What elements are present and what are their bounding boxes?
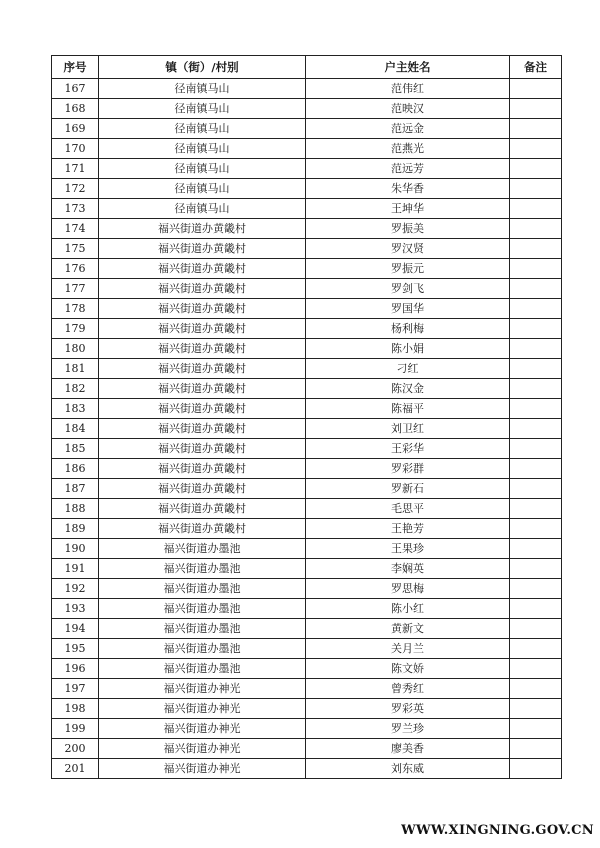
cell-serial-no: 182 [52,379,99,399]
cell-remarks [510,119,562,139]
table-body [52,79,562,779]
cell-town-village: 福兴街道办黄畿村 [99,499,306,519]
cell-householder-name: 范远芳 [306,159,510,179]
cell-householder-name: 罗兰珍 [306,719,510,739]
cell-serial-no: 184 [52,419,99,439]
cell-remarks [510,259,562,279]
cell-householder-name: 李娴英 [306,559,510,579]
table-row [52,259,562,279]
table-row [52,439,562,459]
cell-town-village: 福兴街道办墨池 [99,639,306,659]
cell-serial-no: 198 [52,699,99,719]
cell-householder-name: 毛思平 [306,499,510,519]
cell-serial-no: 186 [52,459,99,479]
cell-householder-name: 罗振美 [306,219,510,239]
cell-householder-name: 王艳芳 [306,519,510,539]
cell-town-village: 福兴街道办黄畿村 [99,259,306,279]
cell-remarks [510,79,562,99]
table-row [52,319,562,339]
table-row [52,79,562,99]
cell-remarks [510,219,562,239]
cell-remarks [510,519,562,539]
cell-town-village: 福兴街道办墨池 [99,539,306,559]
cell-householder-name: 廖美香 [306,739,510,759]
table-row [52,239,562,259]
cell-town-village: 福兴街道办神光 [99,759,306,779]
header-row [52,56,562,79]
cell-town-village: 福兴街道办黄畿村 [99,359,306,379]
cell-town-village: 福兴街道办神光 [99,739,306,759]
cell-serial-no: 201 [52,759,99,779]
cell-remarks [510,499,562,519]
cell-householder-name: 范映汉 [306,99,510,119]
cell-serial-no: 188 [52,499,99,519]
table-row [52,299,562,319]
cell-town-village: 径南镇马山 [99,199,306,219]
cell-town-village: 福兴街道办黄畿村 [99,339,306,359]
cell-householder-name: 黄新文 [306,619,510,639]
cell-town-village: 福兴街道办神光 [99,699,306,719]
table-row [52,359,562,379]
cell-remarks [510,659,562,679]
cell-householder-name: 罗汉贤 [306,239,510,259]
cell-householder-name: 罗思梅 [306,579,510,599]
cell-town-village: 福兴街道办黄畿村 [99,239,306,259]
cell-householder-name: 罗国华 [306,299,510,319]
cell-town-village: 福兴街道办黄畿村 [99,319,306,339]
cell-serial-no: 194 [52,619,99,639]
cell-serial-no: 179 [52,319,99,339]
cell-remarks [510,619,562,639]
cell-remarks [510,159,562,179]
cell-town-village: 径南镇马山 [99,139,306,159]
cell-householder-name: 陈小红 [306,599,510,619]
cell-serial-no: 176 [52,259,99,279]
header-householder-name: 户主姓名 [306,56,510,79]
table-row [52,579,562,599]
household-table [51,55,562,779]
cell-remarks [510,739,562,759]
cell-remarks [510,319,562,339]
table-row [52,499,562,519]
table-row [52,559,562,579]
cell-remarks [510,139,562,159]
cell-serial-no: 172 [52,179,99,199]
table-row [52,99,562,119]
table-row [52,739,562,759]
cell-householder-name: 王果珍 [306,539,510,559]
table-row [52,479,562,499]
cell-serial-no: 173 [52,199,99,219]
table-row [52,199,562,219]
cell-town-village: 福兴街道办黄畿村 [99,299,306,319]
cell-householder-name: 曾秀红 [306,679,510,699]
table-row [52,139,562,159]
cell-householder-name: 关月兰 [306,639,510,659]
cell-remarks [510,279,562,299]
cell-serial-no: 196 [52,659,99,679]
cell-householder-name: 罗新石 [306,479,510,499]
cell-remarks [510,199,562,219]
cell-town-village: 福兴街道办黄畿村 [99,399,306,419]
cell-remarks [510,699,562,719]
cell-householder-name: 陈小娟 [306,339,510,359]
table-row [52,679,562,699]
cell-serial-no: 171 [52,159,99,179]
cell-householder-name: 陈文娇 [306,659,510,679]
table-row [52,719,562,739]
cell-serial-no: 191 [52,559,99,579]
cell-remarks [510,439,562,459]
cell-householder-name: 罗彩群 [306,459,510,479]
cell-householder-name: 罗彩英 [306,699,510,719]
cell-serial-no: 197 [52,679,99,699]
cell-serial-no: 168 [52,99,99,119]
cell-town-village: 福兴街道办黄畿村 [99,459,306,479]
cell-town-village: 福兴街道办墨池 [99,579,306,599]
cell-town-village: 福兴街道办黄畿村 [99,479,306,499]
cell-householder-name: 陈福平 [306,399,510,419]
cell-householder-name: 陈汉金 [306,379,510,399]
table-row [52,179,562,199]
cell-serial-no: 192 [52,579,99,599]
cell-serial-no: 183 [52,399,99,419]
table-row [52,659,562,679]
cell-remarks [510,479,562,499]
cell-serial-no: 195 [52,639,99,659]
cell-town-village: 福兴街道办黄畿村 [99,379,306,399]
cell-town-village: 径南镇马山 [99,159,306,179]
cell-serial-no: 193 [52,599,99,619]
cell-householder-name: 罗振元 [306,259,510,279]
header-serial-no: 序号 [52,56,99,79]
table-row [52,639,562,659]
cell-householder-name: 朱华香 [306,179,510,199]
cell-remarks [510,459,562,479]
table-row [52,119,562,139]
cell-householder-name: 范远金 [306,119,510,139]
cell-householder-name: 范燕光 [306,139,510,159]
cell-householder-name: 罗剑飞 [306,279,510,299]
cell-town-village: 径南镇马山 [99,119,306,139]
cell-town-village: 福兴街道办黄畿村 [99,219,306,239]
header-remarks: 备注 [510,56,562,79]
footer-website-url: WWW.XINGNING.GOV.CN [401,823,594,838]
cell-householder-name: 刁红 [306,359,510,379]
cell-town-village: 福兴街道办墨池 [99,599,306,619]
cell-remarks [510,559,562,579]
cell-town-village: 福兴街道办墨池 [99,559,306,579]
cell-serial-no: 170 [52,139,99,159]
cell-serial-no: 169 [52,119,99,139]
table-row [52,399,562,419]
cell-serial-no: 181 [52,359,99,379]
table-row [52,159,562,179]
table-row [52,519,562,539]
cell-town-village: 福兴街道办黄畿村 [99,279,306,299]
table-row [52,619,562,639]
table-row [52,539,562,559]
cell-town-village: 福兴街道办墨池 [99,659,306,679]
cell-householder-name: 刘东威 [306,759,510,779]
cell-remarks [510,579,562,599]
cell-serial-no: 177 [52,279,99,299]
cell-remarks [510,399,562,419]
cell-serial-no: 178 [52,299,99,319]
cell-remarks [510,759,562,779]
cell-remarks [510,679,562,699]
cell-remarks [510,339,562,359]
cell-remarks [510,419,562,439]
header-town-village: 镇（街）/村别 [99,56,306,79]
cell-town-village: 福兴街道办墨池 [99,619,306,639]
table-row [52,599,562,619]
table-row [52,459,562,479]
cell-remarks [510,239,562,259]
cell-serial-no: 185 [52,439,99,459]
cell-town-village: 径南镇马山 [99,99,306,119]
table-header [52,56,562,79]
cell-remarks [510,359,562,379]
cell-serial-no: 180 [52,339,99,359]
table-row [52,219,562,239]
table-row [52,339,562,359]
cell-serial-no: 175 [52,239,99,259]
cell-town-village: 福兴街道办黄畿村 [99,439,306,459]
table-row [52,379,562,399]
cell-householder-name: 王坤华 [306,199,510,219]
cell-remarks [510,299,562,319]
table-row [52,419,562,439]
cell-serial-no: 167 [52,79,99,99]
cell-town-village: 福兴街道办黄畿村 [99,519,306,539]
cell-town-village: 福兴街道办神光 [99,679,306,699]
cell-serial-no: 189 [52,519,99,539]
cell-remarks [510,719,562,739]
cell-serial-no: 200 [52,739,99,759]
cell-householder-name: 王彩华 [306,439,510,459]
cell-serial-no: 190 [52,539,99,559]
table-row [52,759,562,779]
cell-remarks [510,99,562,119]
cell-town-village: 福兴街道办黄畿村 [99,419,306,439]
cell-serial-no: 199 [52,719,99,739]
table-row [52,699,562,719]
cell-town-village: 径南镇马山 [99,79,306,99]
cell-town-village: 径南镇马山 [99,179,306,199]
cell-householder-name: 杨利梅 [306,319,510,339]
cell-remarks [510,639,562,659]
cell-serial-no: 187 [52,479,99,499]
cell-remarks [510,179,562,199]
table-row [52,279,562,299]
cell-remarks [510,379,562,399]
cell-serial-no: 174 [52,219,99,239]
cell-remarks [510,599,562,619]
cell-householder-name: 刘卫红 [306,419,510,439]
cell-householder-name: 范伟红 [306,79,510,99]
cell-remarks [510,539,562,559]
cell-town-village: 福兴街道办神光 [99,719,306,739]
